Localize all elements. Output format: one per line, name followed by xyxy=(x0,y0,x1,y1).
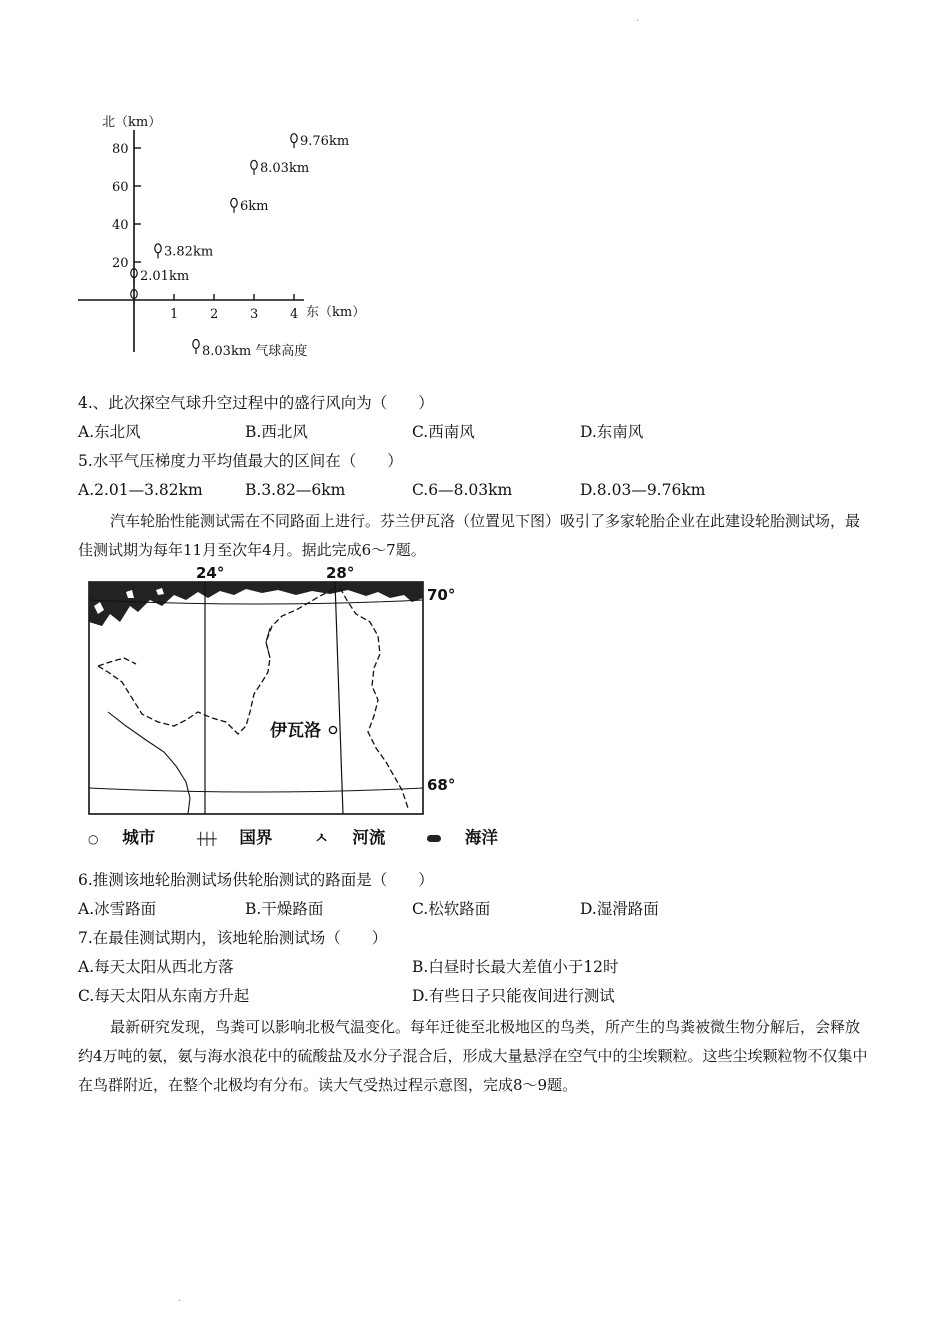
border-west xyxy=(98,658,136,666)
x-tick-label-2: 2 xyxy=(210,307,219,322)
q7-option-d[interactable]: D.有些日子只能夜间进行测试 xyxy=(412,987,615,1005)
x-tick-label-4: 4 xyxy=(290,307,299,322)
y-tick-label-20: 20 xyxy=(112,256,129,271)
balloon-point-5 xyxy=(291,134,297,149)
legend-river xyxy=(314,828,403,847)
q5-option-d[interactable]: D.8.03—9.76km xyxy=(580,481,706,499)
intro-6-7-text: 汽车轮胎性能测试需在不同路面上进行。芬兰伊瓦洛（位置见下图）吸引了多家轮胎企业在此建设轮胎测试场，最佳测试期为每年11月至次年4月。据此完成6～7题。 xyxy=(78,512,861,559)
top-dot: · xyxy=(636,16,640,27)
map-frame xyxy=(89,582,423,814)
city-symbol-icon: ○ xyxy=(88,832,99,846)
x-axis-label: 东（km） xyxy=(306,305,366,320)
intro-8-9 xyxy=(78,1013,874,1100)
river-symbol-icon: ㅅ xyxy=(314,829,329,847)
y-tick-label-60: 60 xyxy=(112,180,129,195)
legend-ocean xyxy=(427,828,516,847)
ivalo-map xyxy=(86,562,466,824)
border-finland-norway xyxy=(98,588,336,734)
legend-border xyxy=(197,828,290,847)
lon-28-label: 28° xyxy=(326,564,355,582)
balloon-point-3 xyxy=(231,198,237,213)
q7-stem: 7.在最佳测试期内，该地轮胎测试场（ ） xyxy=(78,929,388,947)
q5-option-c[interactable]: C.6—8.03km xyxy=(412,481,513,499)
intro-8-9-text: 最新研究发现，鸟粪可以影响北极气温变化。每年迁徙至北极地区的鸟类，所产生的鸟粪被微生物分解后，会释放约4万吨的氨，氨与海水浪花中的硫酸盐及水分子混合后，形成大量悬浮在空气中的尘埃颗粒。这些尘埃颗粒物不仅集中在鸟群附近，在整个北极均有分布。读大气受热过程示意图，完成8～9题。 xyxy=(78,1018,868,1094)
q6-option-a[interactable]: A.冰雪路面 xyxy=(78,900,157,918)
balloon-icon xyxy=(193,340,199,355)
y-axis-label: 北（km） xyxy=(102,115,162,130)
balloon-point-2 xyxy=(155,244,161,259)
q4-option-d[interactable]: D.东南风 xyxy=(580,423,644,441)
q7-option-a[interactable]: A.每天太阳从西北方落 xyxy=(78,958,234,976)
q4-option-b[interactable]: B.西北风 xyxy=(245,423,308,441)
lon-24-label: 24° xyxy=(196,564,225,582)
legend-city-text: 城市 xyxy=(122,828,156,847)
legend-city xyxy=(88,828,173,847)
balloon-point-4 xyxy=(251,160,257,175)
longitude-28-line xyxy=(335,582,343,814)
q5-option-a[interactable]: A.2.01—3.82km xyxy=(78,481,203,499)
city-ivalo-label: 伊瓦洛 xyxy=(270,721,321,741)
legend-text: 8.03km 气球高度 xyxy=(202,344,308,359)
balloon-trajectory-chart xyxy=(78,108,398,370)
q7-option-b[interactable]: B.白昼时长最大差值小于12时 xyxy=(412,958,619,976)
q6-option-c[interactable]: C.松软路面 xyxy=(412,900,491,918)
q4-stem: 4.、此次探空气球升空过程中的盛行风向为（ ） xyxy=(78,394,434,412)
border-finland-russia xyxy=(340,588,408,808)
balloon-point-label-4: 8.03km xyxy=(260,160,310,176)
chart-legend xyxy=(193,340,307,360)
ocean-symbol-icon xyxy=(427,835,441,842)
x-tick-label-1: 1 xyxy=(170,307,179,322)
q5-stem: 5.水平气压梯度力平均值最大的区间在（ ） xyxy=(78,452,403,470)
q6-option-d[interactable]: D.湿滑路面 xyxy=(580,900,659,918)
balloon-point-label-1: 2.01km xyxy=(140,269,190,285)
y-tick-label-80: 80 xyxy=(112,142,129,157)
legend-ocean-text: 海洋 xyxy=(464,828,498,847)
x-tick-label-3: 3 xyxy=(250,307,259,322)
y-tick-label-40: 40 xyxy=(112,218,129,233)
lat-68-label: 68° xyxy=(427,776,456,794)
lat-70-label: 70° xyxy=(427,586,456,604)
balloon-point-label-2: 3.82km xyxy=(164,244,214,260)
legend-river-text: 河流 xyxy=(352,828,386,847)
intro-6-7 xyxy=(78,507,874,565)
bottom-dot: · xyxy=(178,1296,182,1307)
latitude-68-line xyxy=(89,788,423,792)
q4-option-a[interactable]: A.东北风 xyxy=(78,423,141,441)
city-ivalo-marker xyxy=(329,726,336,733)
q4-option-c[interactable]: C.西南风 xyxy=(412,423,475,441)
q6-option-b[interactable]: B.干燥路面 xyxy=(245,900,324,918)
border-symbol-icon: ┼┼┼ xyxy=(196,832,216,846)
balloon-point-label-5: 9.76km xyxy=(300,134,350,150)
q7-option-c[interactable]: C.每天太阳从东南方升起 xyxy=(78,987,250,1005)
balloon-point-label-3: 6km xyxy=(240,198,269,214)
q6-stem: 6.推测该地轮胎测试场供轮胎测试的路面是（ ） xyxy=(78,871,434,889)
river-tornio xyxy=(108,712,190,814)
legend-border-text: 国界 xyxy=(239,828,273,847)
q5-option-b[interactable]: B.3.82—6km xyxy=(245,481,346,499)
map-legend xyxy=(88,824,534,848)
